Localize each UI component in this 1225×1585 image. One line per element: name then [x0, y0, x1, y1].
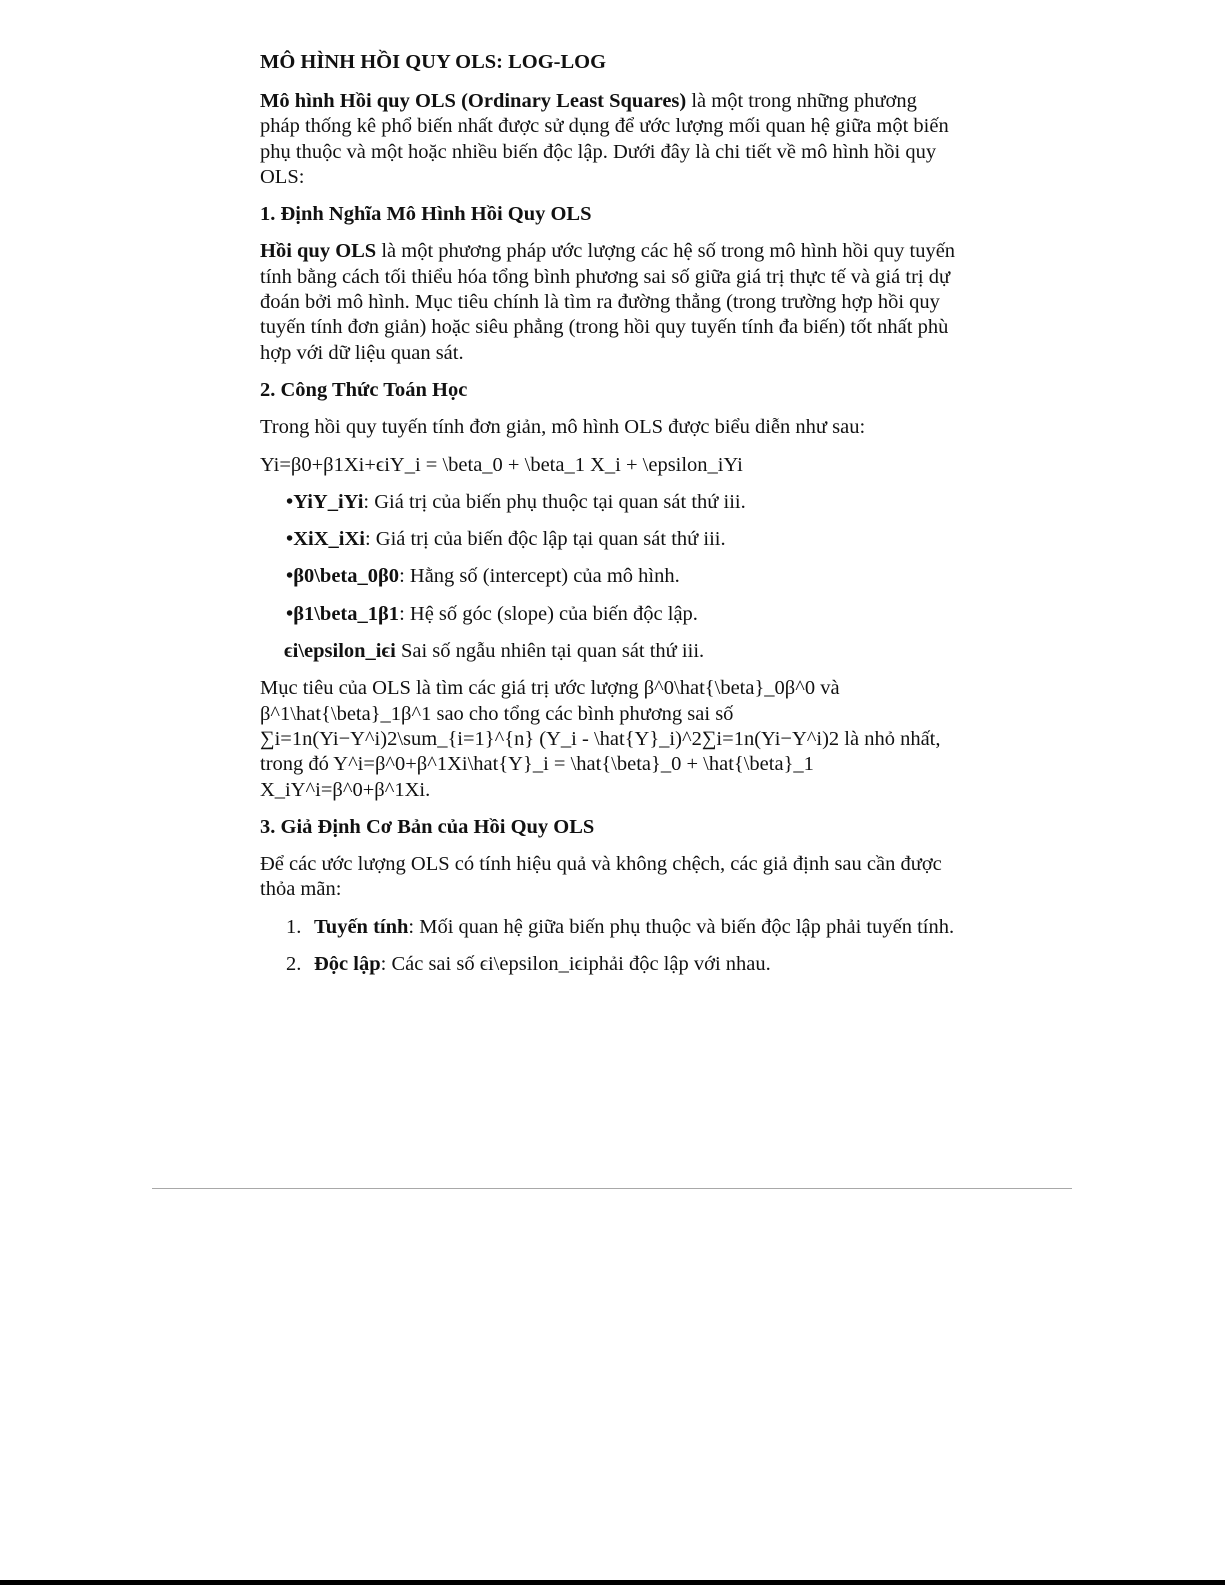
- intro-bold-term: Mô hình Hồi quy OLS (Ordinary Least Squares): [260, 90, 687, 112]
- bullet-desc: : Giá trị của biến phụ thuộc tại quan sát thứ iii.: [363, 490, 746, 513]
- intro-paragraph: [260, 89, 960, 190]
- bullet-term: β1\beta_1β1: [293, 602, 400, 625]
- item-number: 1.: [286, 915, 302, 938]
- variable-bullet: [260, 490, 960, 515]
- bullet-desc: : Hằng số (intercept) của mô hình.: [399, 565, 680, 588]
- page-bottom-edge: [0, 1580, 1225, 1585]
- ols-goal-paragraph: Mục tiêu của OLS là tìm các giá trị ước lượng β^0\hat{\beta}_0β^0 và β^1\hat{\beta}_1β^1 sao cho tổng các bình phương sai số ∑i=1n(Yi−Y^i)2\sum_{i=1}^{n} (Y_i - \hat{Y}_i)^2∑i=1n(Yi−Y^i)2 là nhỏ nhất, trong đó Y^i=β^0+β^1Xi\hat{Y}_i = \hat{\beta}_0 + \hat{\beta}_1 X_iY^i=β^0+β^1Xi.: [260, 677, 941, 801]
- bullet-term: XiX_iXi: [293, 528, 365, 551]
- bullet-icon: •: [286, 602, 294, 625]
- variable-bullet: [260, 527, 960, 552]
- assumption-item: [260, 952, 960, 977]
- assumption-term: Độc lập: [314, 953, 381, 976]
- section1-heading: 1. Định Nghĩa Mô Hình Hồi Quy OLS: [260, 203, 592, 226]
- item-number: 2.: [286, 953, 302, 976]
- assumption-term: Tuyến tính: [314, 915, 409, 938]
- bullet-icon: •: [286, 528, 294, 551]
- assumption-item: [260, 915, 960, 940]
- section1-paragraph: [260, 239, 960, 365]
- document-title: MÔ HÌNH HỒI QUY OLS: LOG-LOG: [260, 51, 607, 73]
- section1-bold-term: Hồi quy OLS: [260, 240, 377, 263]
- section2-heading: 2. Công Thức Toán Học: [260, 378, 468, 401]
- bullet-desc: Sai số ngẫu nhiên tại quan sát thứ iii.: [395, 640, 705, 663]
- assumption-desc: : Các sai số ϵi\epsilon_iϵiphải độc lập với nhau.: [380, 953, 771, 976]
- intro-text: là một trong những phương pháp thống kê phổ biến nhất được sử dụng để ước lượng mối quan hệ giữa một biến phụ thuộc và một hoặc nhiều biến độc lập. Dưới đây là chi tiết về mô hình hồi quy OLS:: [260, 90, 949, 188]
- section1-text: là một phương pháp ước lượng các hệ số trong mô hình hồi quy tuyến tính bằng cách tối thiểu hóa tổng bình phương sai số giữa giá trị thực tế và giá trị dự đoán bởi mô hình. Mục tiêu chính là tìm ra đường thẳng (trong trường hợp hồi quy tuyến tính đơn giản) hoặc siêu phẳng (trong hồi quy tuyến tính đa biến) tốt nhất phù hợp với dữ liệu quan sát.: [260, 240, 956, 364]
- bullet-desc: : Giá trị của biến độc lập tại quan sát thứ iii.: [364, 528, 726, 551]
- section2-intro: Trong hồi quy tuyến tính đơn giản, mô hình OLS được biểu diễn như sau:: [260, 416, 866, 439]
- bullet-term: β0\beta_0β0: [293, 565, 400, 588]
- bullet-term: ϵi\epsilon_iϵi: [284, 640, 396, 663]
- assumptions-list: [260, 915, 960, 978]
- section3-intro: Để các ước lượng OLS có tính hiệu quả và không chệch, các giả định sau cần được thỏa mãn:: [260, 853, 942, 901]
- assumption-desc: : Mối quan hệ giữa biến phụ thuộc và biến độc lập phải tuyến tính.: [408, 915, 955, 938]
- variable-bullet: [260, 564, 960, 589]
- bullet-icon: •: [286, 565, 294, 588]
- variable-bullet: [260, 602, 960, 627]
- variable-bullet: [260, 639, 960, 664]
- bullet-desc: : Hệ số góc (slope) của biến độc lập.: [399, 602, 698, 625]
- document-page: [260, 48, 960, 989]
- bullet-term: YiY_iYi: [293, 490, 364, 513]
- section3-heading: 3. Giả Định Cơ Bản của Hồi Quy OLS: [260, 815, 595, 838]
- ols-formula: Yi=β0+β1Xi+ϵiY_i = \beta_0 + \beta_1 X_i + \epsilon_iYi: [260, 453, 743, 476]
- bullet-icon: •: [286, 490, 294, 513]
- page-divider: [152, 1188, 1072, 1189]
